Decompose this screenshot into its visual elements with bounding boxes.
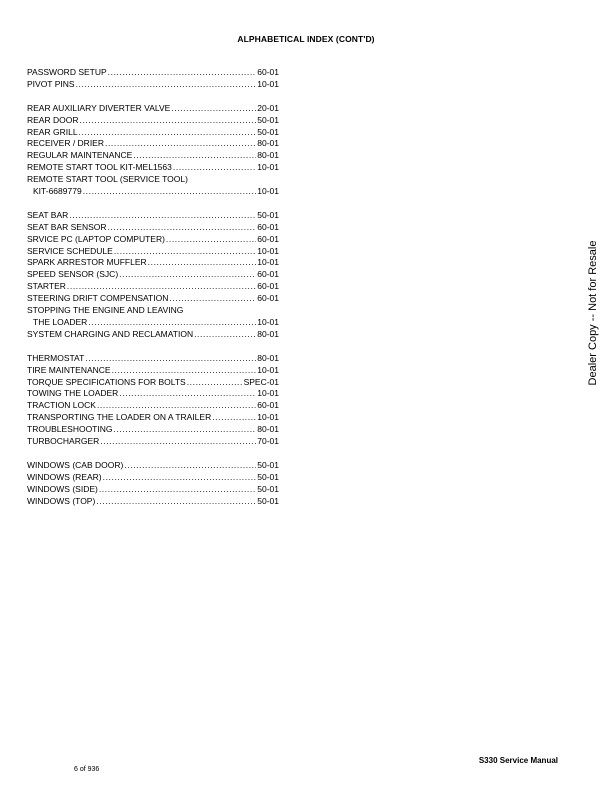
index-entry [27,400,279,412]
index-entry-page: 60-01 [257,233,279,244]
index-entry [27,281,279,293]
index-entry [27,127,279,139]
index-entry-page: SPEC-01 [243,376,279,387]
index-entry [27,269,279,281]
index-entry [27,246,279,258]
index-entry-label: SPARK ARRESTOR MUFFLER [27,257,147,268]
index-entry-page: 60-01 [257,67,279,77]
dot-leader [79,127,257,139]
index-entry-page: 60-01 [257,281,279,292]
index-entry-page: 50-01 [257,126,279,137]
index-entry-label: WINDOWS (CAB DOOR) [27,459,124,470]
index-entry-page: 80-01 [257,328,279,339]
dot-leader [124,460,256,472]
dot-leader [96,496,256,508]
index-entry-page: 50-01 [257,459,279,470]
index-entry [27,472,279,484]
index-entry-page: 80-01 [257,352,279,363]
index-entry [27,484,279,496]
index-entry-page: 50-01 [257,483,279,494]
index-entry-label: SEAT BAR [27,209,69,220]
index-entry-label: TRACTION LOCK [27,400,96,411]
dot-leader [69,210,256,222]
index-entry-label: TOWING THE LOADER [27,388,119,399]
index-entry-label: RECEIVER / DRIER [27,138,104,149]
index-entry-label: REAR DOOR [27,114,79,125]
index-entry [27,222,279,234]
index-entry [27,424,279,436]
dot-leader [171,103,256,115]
dot-leader [100,436,256,448]
dot-leader [108,67,257,79]
index-entry-label: STOPPING THE ENGINE AND LEAVING [27,305,184,316]
index-entry [27,115,279,127]
dot-leader [83,186,257,198]
dot-leader [194,329,256,341]
index-entry-label: WINDOWS (REAR) [27,471,102,482]
dot-leader [173,162,256,174]
group-separator [27,448,279,460]
dot-leader [76,79,257,91]
footer-manual-title: S330 Service Manual [478,756,558,765]
index-entry [27,150,279,162]
index-entry [27,293,279,305]
index-entry-label: TORQUE SPECIFICATIONS FOR BOLTS [27,376,186,387]
group-separator [27,341,279,353]
dot-leader [67,281,256,293]
index-entry [27,317,279,329]
index-entry [27,257,279,269]
index-entry-page: 50-01 [257,495,279,506]
index-entry-page: 60-01 [257,400,279,411]
index-entry [27,377,279,389]
dot-leader [113,424,256,436]
dot-leader [112,365,257,377]
index-list [27,67,279,507]
index-entry-label: REAR GRILL [27,126,78,137]
index-entry [27,103,279,115]
index-entry-page: 10-01 [257,364,279,375]
index-entry-label: SPEED SENSOR (SJC) [27,269,119,280]
index-entry-label: TURBOCHARGER [27,436,100,447]
dot-leader [119,388,256,400]
group-separator [27,91,279,103]
index-entry-label: PASSWORD SETUP [27,67,107,77]
index-entry [27,210,279,222]
index-entry-page: 20-01 [257,102,279,113]
dot-leader [148,257,257,269]
index-entry [27,496,279,508]
dot-leader [212,412,256,424]
index-entry-label: THERMOSTAT [27,352,85,363]
index-entry-page: 80-01 [257,424,279,435]
dot-leader [108,222,257,234]
index-entry [27,460,279,472]
index-entry-label: REGULAR MAINTENANCE [27,150,133,161]
index-entry-label: TRANSPORTING THE LOADER ON A TRAILER [27,412,212,423]
index-entry-label: SERVICE SCHEDULE [27,245,113,256]
dot-leader [166,234,256,246]
index-entry [27,67,279,79]
page-title: ALPHABETICAL INDEX (CONT'D) [237,34,375,44]
index-entry [27,138,279,150]
index-entry [27,79,279,91]
index-entry-label: WINDOWS (TOP) [27,495,96,506]
dot-leader [133,150,256,162]
index-entry-page: 60-01 [257,293,279,304]
index-entry [27,234,279,246]
index-entry [27,365,279,377]
index-entry-page: 50-01 [257,471,279,482]
index-entry-label: TIRE MAINTENANCE [27,364,111,375]
index-entry [27,412,279,424]
dot-leader [79,115,256,127]
dot-leader [88,317,256,329]
index-entry [27,388,279,400]
index-entry [27,329,279,341]
index-entry-page: 50-01 [257,114,279,125]
footer-page-count: 6 of 936 [74,766,100,773]
dot-leader [85,353,256,365]
index-entry [27,186,279,198]
dot-leader [114,246,256,258]
index-entry-label: THE LOADER [33,317,88,327]
index-entry-page: 50-01 [257,209,279,220]
index-entry-label: REMOTE START TOOL KIT-MEL1563 [27,162,172,173]
dot-leader [99,484,256,496]
index-entry-page: 10-01 [257,186,279,197]
index-entry-label: WINDOWS (SIDE) [27,483,98,494]
dot-leader [119,269,256,281]
index-entry [27,353,279,365]
index-entry-page: 10-01 [257,317,279,327]
index-entry-label: REMOTE START TOOL (SERVICE TOOL) [27,174,188,185]
index-entry-label: STEERING DRIFT COMPENSATION [27,293,169,304]
index-entry-label: STARTER [27,281,66,292]
index-entry-page: 80-01 [257,138,279,149]
index-entry-label: TROUBLESHOOTING [27,424,113,435]
dot-leader [169,293,256,305]
index-entry-page: 60-01 [257,269,279,280]
index-entry-page: 60-01 [257,221,279,232]
index-entry-label: SEAT BAR SENSOR [27,221,107,232]
index-entry-label: KIT-6689779 [33,186,82,197]
dot-leader [97,400,256,412]
index-entry [27,162,279,174]
index-entry-page: 10-01 [257,78,279,89]
index-entry-page: 10-01 [257,257,279,268]
index-entry-page: 10-01 [257,162,279,173]
watermark-note: Dealer Copy -- Not for Resale [587,240,599,386]
index-entry [27,436,279,448]
index-entry-label: REAR AUXILIARY DIVERTER VALVE [27,102,171,113]
dot-leader [105,138,256,150]
index-entry-label: SRVICE PC (LAPTOP COMPUTER) [27,233,165,244]
index-entry-page: 10-01 [257,388,279,399]
group-separator [27,198,279,210]
index-entry-page: 10-01 [257,412,279,423]
index-entry-page: 70-01 [257,436,279,447]
index-entry-label: PIVOT PINS [27,78,75,89]
index-entry-page: 80-01 [257,150,279,161]
index-entry [27,305,279,317]
dot-leader [103,472,257,484]
index-entry [27,174,279,186]
index-entry-page: 10-01 [257,245,279,256]
dot-leader [187,377,243,389]
index-entry-label: SYSTEM CHARGING AND RECLAMATION [27,328,194,339]
